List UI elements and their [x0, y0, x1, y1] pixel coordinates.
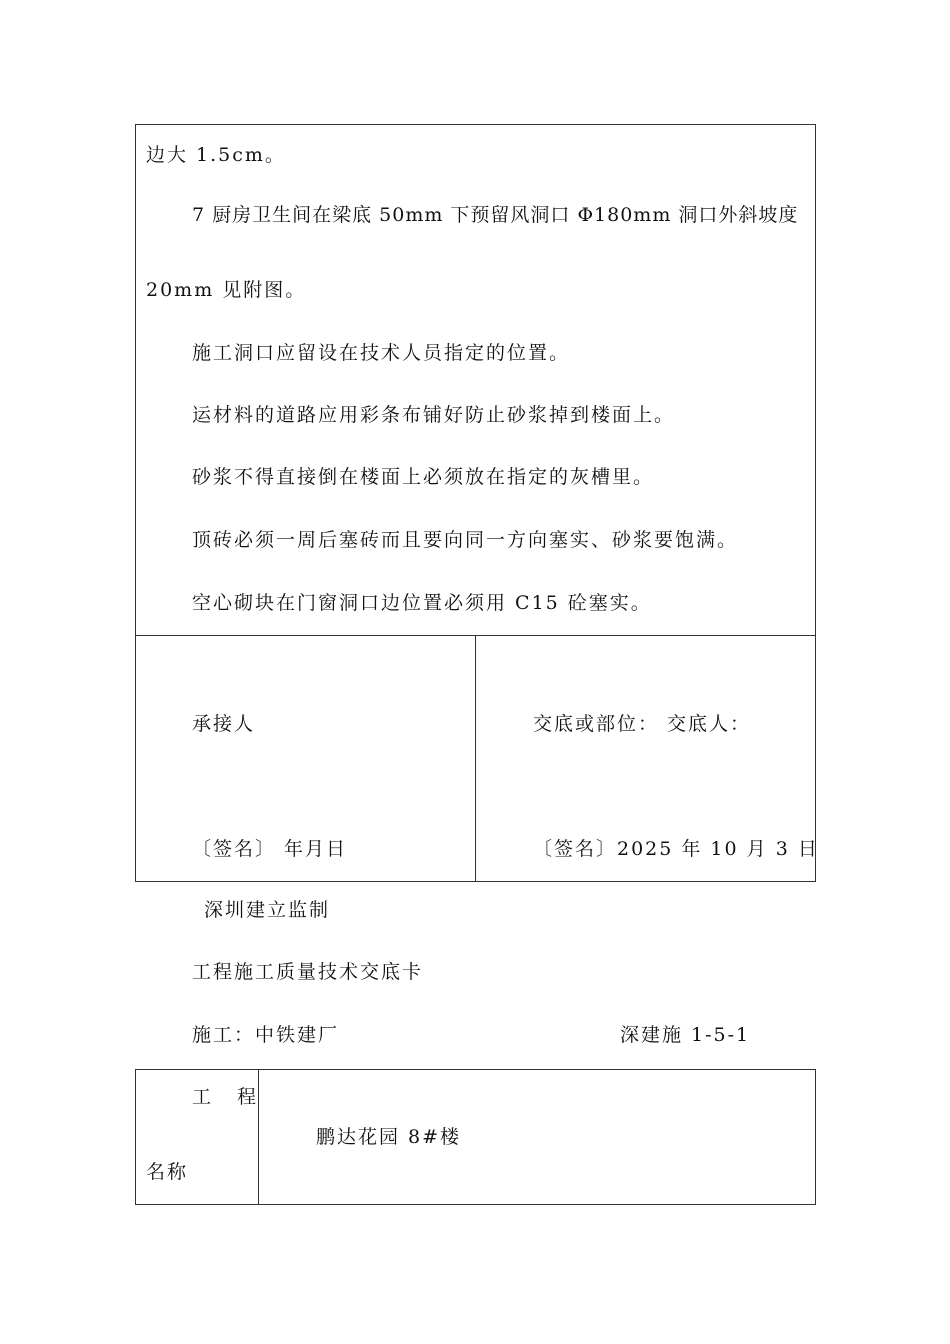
project-label-line2: 名称	[146, 1161, 189, 1183]
receiver-label: 承接人	[192, 713, 256, 735]
project-name: 鹏达花园 8#楼	[316, 1126, 462, 1148]
note-line: 空心砌块在门窗洞口边位置必须用 C15 砼塞实。	[192, 592, 652, 614]
note-line: 20mm 见附图。	[146, 279, 307, 301]
signature-divider	[475, 635, 476, 882]
notes-box	[135, 124, 816, 636]
note-line: 砂浆不得直接倒在楼面上必须放在指定的灰槽里。	[192, 466, 655, 488]
receiver-signature-date: 〔签名〕 年月日	[192, 838, 348, 860]
giver-signature-date: 〔签名〕2025 年 10 月 3 日	[533, 838, 819, 860]
giver-label: 交底或部位： 交底人：	[533, 713, 752, 735]
note-line: 边大 1.5cm。	[146, 144, 286, 166]
note-line: 运材料的道路应用彩条布铺好防止砂浆掉到楼面上。	[192, 404, 676, 426]
supervisor-text: 深圳建立监制	[204, 899, 331, 921]
page-title: 工程施工质量技术交底卡	[192, 961, 424, 983]
project-label-line1: 工 程	[192, 1086, 267, 1108]
note-line: 7 厨房卫生间在梁底 50mm 下预留风洞口 Φ180mm 洞口外斜坡度	[192, 204, 799, 226]
form-code: 深建施 1-5-1	[620, 1024, 751, 1046]
note-line: 顶砖必须一周后塞砖而且要向同一方向塞实、砂浆要饱满。	[192, 529, 739, 551]
contractor-text: 施工：中铁建厂	[192, 1024, 340, 1046]
note-line: 施工洞口应留设在技术人员指定的位置。	[192, 342, 571, 364]
